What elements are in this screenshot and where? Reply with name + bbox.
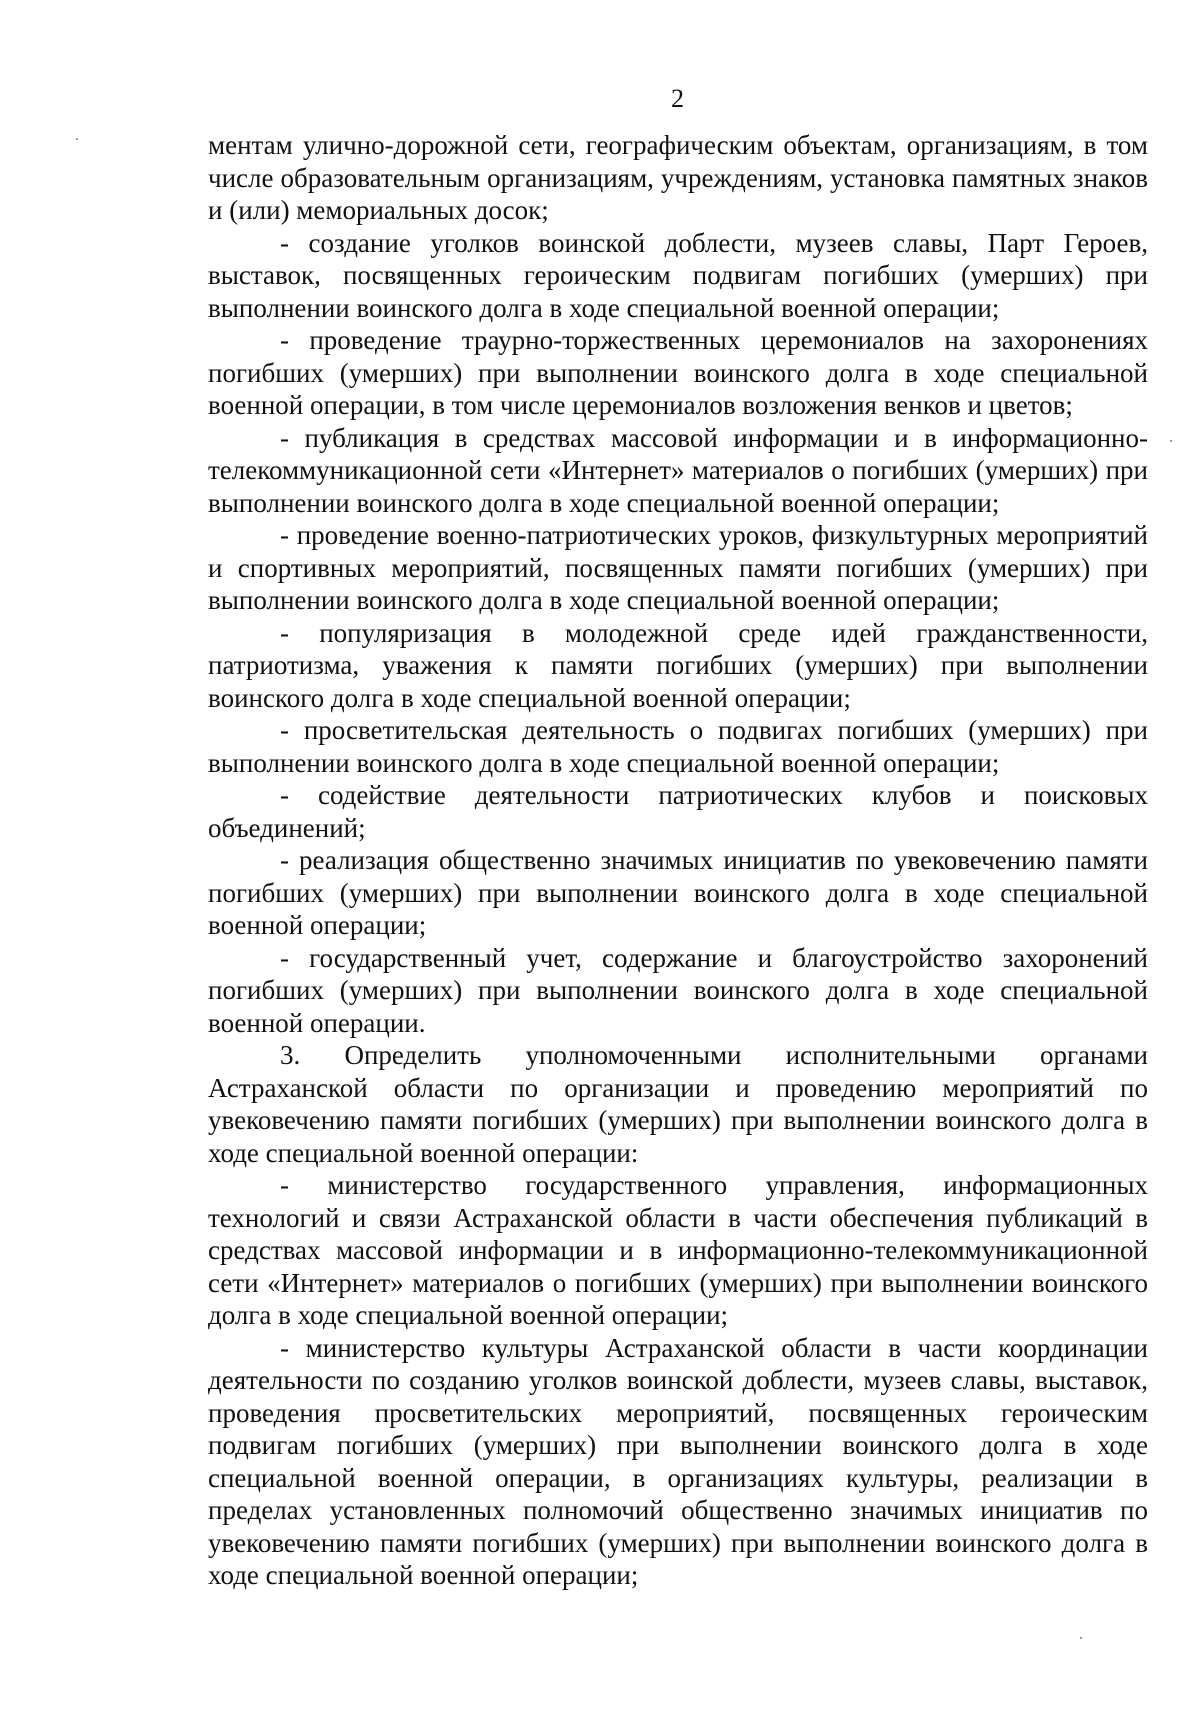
- page-number: 2: [671, 84, 684, 113]
- paragraph-4: - публикация в средствах массовой информации и в информационно-телекоммуникационной сети «Интернет» материалов о погибших (умерших) при выполнении воинского долга в ходе специальной военной операции;: [208, 422, 1148, 518]
- paragraph-1: ментам улично-дорожной сети, географическим объектам, организациям, в том числе образовательным организациям, учреждениям, установка памятных знаков и (или) мемориальных досок;: [208, 130, 1148, 225]
- paragraph-12: - министерство государственного управления, информационных технологий и связи Астраханской области в части обеспечения публикаций в средствах массовой информации и в информационно-телекоммуникационной сети «Интернет» материалов о погибших (умерших) при выполнении воинского долга в ходе специальной военной операции;: [208, 1170, 1148, 1330]
- paragraph-13: - министерство культуры Астраханской области в части координации деятельности по созданию уголков воинской доблести, музеев славы, выставок, проведения просветительских мероприятий, посвященных героическим подвигам погибших (умерших) при выполнении воинского долга в ходе специальной военной операции, в организациях культуры, реализации в пределах установленных полномочий общественно значимых инициатив по увековечению памяти погибших (умерших) при выполнении воинского долга в ходе специальной военной операции;: [208, 1332, 1148, 1590]
- document-body: [208, 129, 1148, 1592]
- paragraph-6: - популяризация в молодежной среде идей гражданственности, патриотизма, уважения к памяти погибших (умерших) при выполнении воинского долга в ходе специальной военной операции;: [208, 617, 1148, 713]
- paragraph-8: - содействие деятельности патриотических клубов и поисковых объединений;: [208, 780, 1148, 843]
- scan-speck: [76, 138, 78, 140]
- paragraph-3: - проведение траурно-торжественных церемониалов на захоронениях погибших (умерших) при выполнении воинского долга в ходе специальной военной операции, в том числе церемониалов возложения венков и цветов;: [208, 325, 1148, 420]
- paragraph-11: 3. Определить уполномоченными исполнительными органами Астраханской области по организации и проведению мероприятий по увековечению памяти погибших (умерших) при выполнении воинского долга в ходе специальной военной операции:: [208, 1040, 1148, 1168]
- paragraph-9: - реализация общественно значимых инициатив по увековечению памяти погибших (умерших) при выполнении воинского долга в ходе специальной военной операции;: [208, 845, 1148, 940]
- scan-speck: [1080, 1637, 1082, 1639]
- paragraph-7: - просветительская деятельность о подвигах погибших (умерших) при выполнении воинского долга в ходе специальной военной операции;: [208, 715, 1148, 778]
- paragraph-2: - создание уголков воинской доблести, музеев славы, Парт Героев, выставок, посвященных героическим подвигам погибших (умерших) при выполнении воинского долга в ходе специальной военной операции;: [208, 227, 1148, 323]
- scan-speck: [1170, 440, 1172, 442]
- paragraph-10: - государственный учет, содержание и благоустройство захоронений погибших (умерших) при выполнении воинского долга в ходе специальной военной операции.: [208, 942, 1148, 1038]
- paragraph-5: - проведение военно-патриотических уроков, физкультурных мероприятий и спортивных мероприятий, посвященных памяти погибших (умерших) при выполнении воинского долга в ходе специальной военной операции;: [208, 520, 1148, 615]
